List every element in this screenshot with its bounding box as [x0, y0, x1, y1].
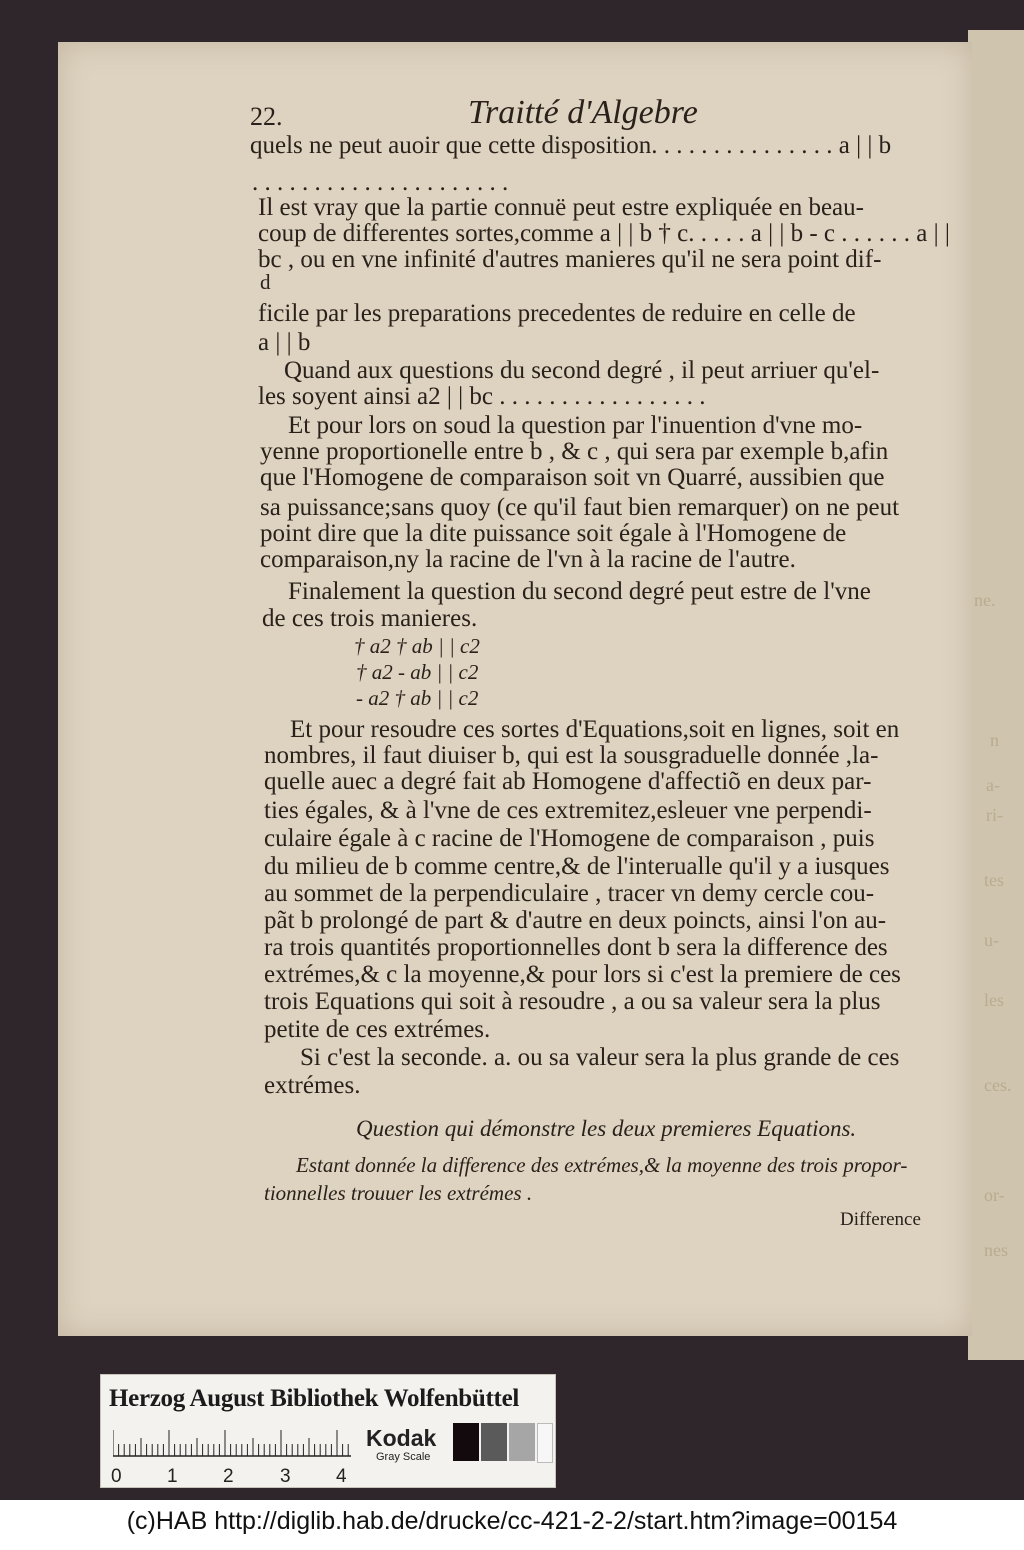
text-line: que l'Homogene de comparaison soit vn Quarré, aussibien que	[260, 464, 885, 491]
kodak-logo: Kodak	[366, 1425, 437, 1451]
statement-line: Estant donnée la difference des extrémes,& la moyenne des trois propor-	[296, 1153, 908, 1177]
text-line: ra trois quantités proportionnelles dont b sera la difference des	[264, 934, 888, 961]
text-line: quelle auec a degré fait ab Homogene d'affectiõ en deux par-	[264, 768, 872, 795]
page-number: 22.	[250, 102, 283, 131]
ruler-number: 0	[111, 1466, 122, 1487]
text-line: du milieu de b comme centre,& de l'interualle qu'il y a iusques	[264, 853, 890, 880]
running-title: Traitté d'Algebre	[468, 94, 698, 131]
text-line: de ces trois manieres.	[262, 605, 478, 632]
text-line: a | | b	[258, 329, 311, 356]
text-line: Finalement la question du second degré peut estre de l'vne	[288, 578, 871, 605]
text-line: Et pour lors on soud la question par l'inuention d'vne mo-	[288, 412, 863, 439]
footer-credit: (c)HAB http://diglib.hab.de/drucke/cc-421-2-2/start.htm?image=00154	[126, 1507, 898, 1535]
text-line: . . . . . . . . . . . . . . . . . . . . .	[252, 169, 509, 196]
gray-scale-label: Gray Scale	[376, 1451, 431, 1463]
text-line: point dire que la dite puissance soit égale à l'Homogene de	[260, 520, 847, 547]
ruler-number: 4	[336, 1466, 347, 1487]
ruler	[113, 1430, 351, 1458]
swatch-light-gray	[509, 1423, 535, 1461]
swatch-black	[453, 1423, 479, 1461]
statement-line: tionnelles trouuer les extrémes .	[264, 1181, 533, 1205]
adjacent-page-edge: ne. n a- ri- tes u- les ces. or- nes	[968, 30, 1024, 1360]
catchword: Difference	[840, 1209, 921, 1230]
text-line: ficile par les preparations precedentes de reduire en celle de	[258, 300, 856, 327]
section-heading: Question qui démonstre les deux premieres Equations.	[356, 1116, 857, 1141]
text-line: trois Equations qui soit à resoudre , a ou sa valeur sera la plus	[264, 988, 881, 1015]
text-line: sa puissance;sans quoy (ce qu'il faut bien remarquer) on ne peut	[260, 494, 900, 521]
text-line: quels ne peut auoir que cette disposition. . . . . . . . . . . . . . . a | | b	[250, 132, 892, 159]
text-line: nombres, il faut diuiser b, qui est la sousgraduelle donnée ,la-	[264, 742, 879, 769]
text-line: pãt b prolongé de part & d'autre en deux poincts, ainsi l'on au-	[264, 907, 887, 934]
text-line: petite de ces extrémes.	[264, 1016, 491, 1043]
equation-line: - a2 † ab | | c2	[356, 686, 479, 710]
text-line: culaire égale à c racine de l'Homogene de comparaison , puis	[264, 825, 875, 852]
ruler-number: 1	[167, 1466, 178, 1487]
text-line: coup de differentes sortes,comme a | | b † c. . . . . a | | b - c . . . . . . a | |	[258, 220, 950, 247]
text-line: comparaison,ny la racine de l'vn à la racine de l'autre.	[260, 546, 796, 573]
swatch-dark-gray	[481, 1423, 507, 1461]
equation-line: † a2 - ab | | c2	[356, 660, 479, 684]
swatch-white	[537, 1423, 553, 1463]
text-line: Et pour resoudre ces sortes d'Equations,soit en lignes, soit en	[290, 716, 900, 743]
fraction-denominator: d	[260, 270, 271, 294]
card-title: Herzog August Bibliothek Wolfenbüttel	[109, 1385, 520, 1412]
text-line: les soyent ainsi a2 | | bc . . . . . . . . . . . . . . . . .	[258, 383, 706, 410]
text-line: Quand aux questions du second degré , il peut arriuer qu'el-	[284, 357, 880, 384]
text-line: Il est vray que la partie connuë peut estre expliquée en beau-	[258, 194, 864, 221]
ruler-number: 3	[280, 1466, 291, 1487]
equation-line: † a2 † ab | | c2	[354, 634, 480, 658]
text-line: bc , ou en vne infinité d'autres manieres qu'il ne sera point dif-	[258, 246, 882, 273]
text-line: Si c'est la seconde. a. ou sa valeur sera la plus grande de ces	[300, 1044, 900, 1071]
ruler-number: 2	[223, 1466, 234, 1487]
text-line: ties égales, & à l'vne de ces extremitez,esleuer vne perpendi-	[264, 797, 872, 824]
text-line: yenne proportionelle entre b , & c , qui sera par exemple b,afin	[260, 438, 889, 465]
text-line: extrémes,& c la moyenne,& pour lors si c'est la premiere de ces	[264, 961, 901, 988]
text-line: au sommet de la perpendiculaire , tracer vn demy cercle cou-	[264, 880, 875, 907]
text-line: extrémes.	[264, 1072, 361, 1099]
color-card	[100, 1374, 556, 1488]
